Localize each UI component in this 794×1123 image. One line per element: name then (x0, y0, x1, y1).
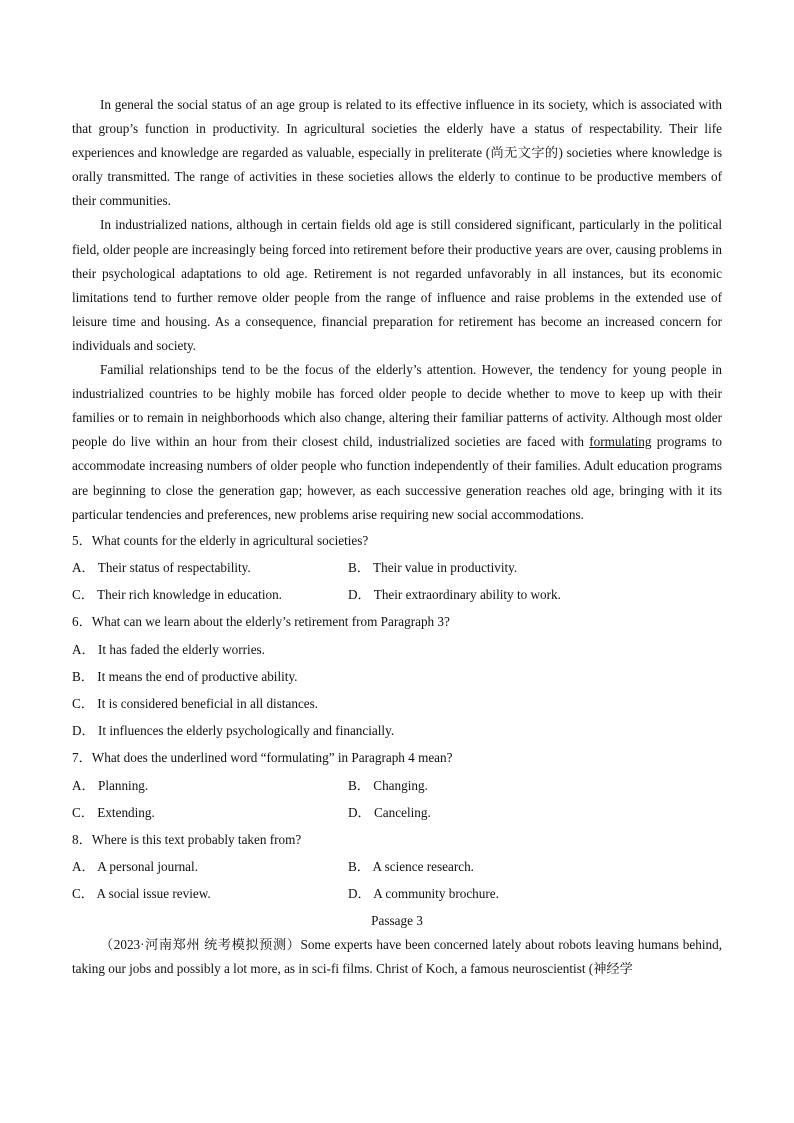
question-stem: 5．What counts for the elderly in agricultural societies? (72, 532, 369, 548)
option-a[interactable]: A． A personal journal. (72, 859, 198, 875)
question-5 (72, 527, 722, 609)
option-a[interactable]: A． Their status of respectability. (72, 559, 251, 575)
option-row (72, 853, 722, 880)
option-d[interactable]: D． Canceling. (348, 804, 431, 820)
underlined-word: formulating (589, 434, 652, 450)
option-row (72, 772, 722, 799)
paragraph-4-text-before: Familial relationships tend to be the focus of the elderly’s attention. However, the tendency for young people in industrialized countries to be highly mobile has forced older people to decide whether to move to keep up with their families or to remain in neighborhoods which also change, altering their familiar patterns of activity. Although most older people do live within an hour from their closest child, industrialized societies are faced with (72, 362, 722, 450)
option-row (72, 581, 722, 608)
passage-heading: Passage 3 (371, 912, 423, 928)
option-d[interactable]: D． Their extraordinary ability to work. (348, 587, 561, 603)
option-row (72, 554, 722, 581)
question-stem: 7．What does the underlined word “formulating” in Paragraph 4 mean? (72, 750, 453, 766)
option-row (72, 880, 722, 907)
option-row (72, 799, 722, 826)
question-6 (72, 608, 722, 744)
option-c[interactable]: C． Extending. (72, 804, 155, 820)
paragraph-3: In industrialized nations, although in certain fields old age is still considered significant, particularly in the political field, older people are increasingly being forced into retirement before their productive years are over, causing problems in their psychological adaptations to old age. Retirement is not regarded unfavorably in all instances, but its economic limitations tend to further remove older people from the range of influence and raise problems in the extended use of leisure time and housing. As a consequence, financial preparation for retirement has become an increased concern for individuals and society. (72, 217, 722, 353)
option-c[interactable]: C． It is considered beneficial in all distances. (72, 695, 319, 711)
question-stem: 8．Where is this text probably taken from? (72, 831, 302, 847)
option-c[interactable]: C． Their rich knowledge in education. (72, 587, 282, 603)
option-a[interactable]: A． It has faded the elderly worries. (72, 641, 265, 657)
page-content (72, 93, 722, 981)
paragraph-2: In general the social status of an age group is related to its effective influence in its society, which is associated with that group’s function in productivity. In agricultural societies the elderly have a status of respectability. Their life experiences and knowledge are regarded as valuable, especially in preliterate (尚无文字的) societies where knowledge is orally transmitted. The range of activities in these societies allows the elderly to continue to be productive members of their communities. (72, 97, 722, 209)
passage-3-paragraph-1: （2023·河南郑州 统考模拟预测）Some experts have been concerned lately about robots leaving humans behind, taking our jobs and possibly a lot more, as in sci-fi films. Christ of Koch, a famous neuroscientist (神经学 (72, 936, 722, 976)
question-8 (72, 826, 722, 908)
paragraph-4-text-after: programs to accommodate increasing numbers of older people who function independently of their families. Adult education programs are beginning to close the generation gap; however, as each successive generation reaches old age, bringing with it its particular tendencies and preferences, new problems arise requiring new social accommodations. (72, 434, 722, 522)
option-a[interactable]: A． Planning. (72, 777, 149, 793)
option-d[interactable]: D． It influences the elderly psychologically and financially. (72, 723, 395, 739)
question-stem: 6．What can we learn about the elderly’s retirement from Paragraph 3? (72, 614, 450, 630)
option-b[interactable]: B． Changing. (348, 777, 428, 793)
question-7 (72, 744, 722, 826)
option-b[interactable]: B． Their value in productivity. (348, 559, 518, 575)
paragraph-4 (72, 358, 722, 527)
option-d[interactable]: D． A community brochure. (348, 886, 499, 902)
option-b[interactable]: B． It means the end of productive ability. (72, 668, 298, 684)
option-c[interactable]: C． A social issue review. (72, 886, 211, 902)
option-b[interactable]: B． A science research. (348, 859, 474, 875)
